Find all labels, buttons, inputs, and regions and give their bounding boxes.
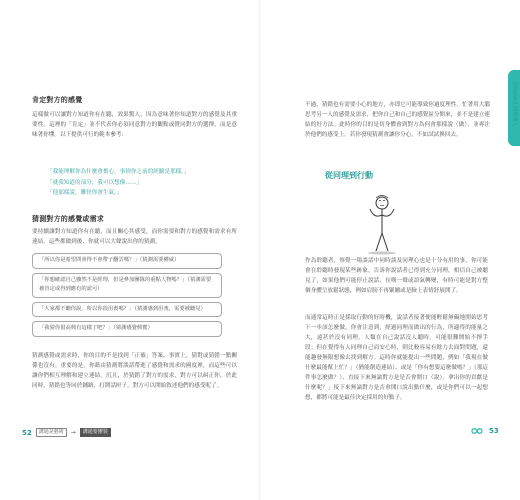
series-label-right: 溝通要懂裝 [80, 428, 111, 437]
right-footer [467, 427, 499, 435]
page-number-left: 52 [22, 428, 32, 437]
guess-example-boxes [32, 253, 222, 341]
heading-affirm-feelings: 肯定對方的感覺 [32, 96, 83, 104]
quote-3: 「他那樣說，難怪你會生氣。」 [47, 190, 123, 196]
paragraph-affirm: 這樣做可以讓對方知道你有在聽，效果驚人，因為意味著你知道對方的感覺及其重要性。這裡的「肯定」並不代表你必須同意對方的觀點或贊同對方的選擇，而是意味著你懂。以下提供可行的範本參考： [32, 112, 237, 138]
guess-box-2: 「你想確認自己雖然不是經理，但是參加團隊的重點人物嗎？」（猜測需要被肯定或得到應有的認可） [32, 273, 222, 298]
quote-2: 「就我知道的部分，我可以想像……」 [47, 179, 143, 186]
heading-from-empathy-to-action: 從同理到行動 [325, 171, 373, 180]
heading-guess-feelings: 猜測對方的感覺或需求 [32, 215, 104, 223]
infinity-icon [467, 427, 487, 435]
example-quotes [47, 167, 247, 199]
arrow-icon: → [70, 429, 76, 436]
page-number-right: 53 [489, 427, 499, 435]
paragraph-action-2: 而通常這時正是採取行動的好時機，說話者接著便能輕鬆無礙地開始思考下一步該怎麼做。你會注意到，經過同理而做出的行為，所適得的能量之大，遠甚於沒有同理。人類在自己說話沒人聽時，可能很難開始不擇手段；但在覺得有人同理自己而安心時，則比較容易有餘力去面對問題，還能趣發無限想像去找到解方。這時你就能提出一些問題，例如「我現在做什麼最能幫上忙？」（猶能創造連結）、或是「你有想要這麼做嗎？」（那這件事怎麼做？）、直接下來無論對方是是否會開口（說）。拿出你的貢獻是什麼呢？」接下來無論對方是否會開口說出點什麼，或是你們可以一起想想，都將可能是最佳決定採用的好點子。 [305, 315, 488, 401]
series-label-left: 溝通是藝術 [36, 428, 67, 437]
guess-box-1: 「所以你是希望問會得不會帶子翻雲嗎？」（猜測需要權威） [32, 253, 222, 269]
quote-1: 「我能理解你為什麼會擔心，事情你之前的經驗是那樣。」 [47, 169, 190, 175]
paragraph-guess: 要持續讓對方知道你有在聽，而且關心其感受，而你需要和對方的感覺和需求有所連結。這些都做到後，你就可以大聲說出你的猜測。 [32, 229, 237, 245]
paragraph-end: 猜測感覺或需求時，你的目的不是找到「正確」答案。事實上，猜對或猜錯一點關係也沒有。重要的是，你藉由猜測將談話帶進了感覺和需求的國度裡，而這些可以讓你們相互理解和建立連結。沉且，於猜錯了對方的需求，對方可以糾正你，於此同時，猜錯也等同於鋪路，打開話匣子，對方可以開始敘述他們的感受呢了。 [32, 353, 237, 389]
left-footer [22, 428, 111, 437]
stick-figure-illustration [362, 195, 402, 257]
guess-box-4: 「我猜你很高興有這樣了吧？」（猜測感覺興奮） [32, 321, 222, 337]
paragraph-top: 不過，猜錯也有需要小心的地方，亦即它可能導致你過度理性，忙著用大腦思考另一人的感覺及需求，把你自己和自己的感覺區分開來，並不是建立連結的好方法。此時你的目的是切身體會到對方為何會那樣說（做），並專注於他們的感受上。若你發現猜測會讓你分心，不如試試換回去。 [305, 102, 490, 138]
chapter-tab-label: Chapter3 同理他人 [511, 81, 518, 127]
guess-box-3: 「大家都不聽你說，所以你很沮喪嗎？」（猜測感到沮喪，需要被聽見） [32, 302, 222, 318]
paragraph-action-1: 作為聆聽者，察覺一場談話中同時談及同理心也是十分有用的事，你可能會在聆聽時發現某些跡象，告訴你說話者已得到充分同理，相信自己被聽見了，如果他們可能停止說話、長嘆一聲或語氣轉變，有時可能是對方整個身體呈放鬆狀態，例如肩膀不再緊繃或是臉上表情舒展開了。 [305, 258, 488, 294]
